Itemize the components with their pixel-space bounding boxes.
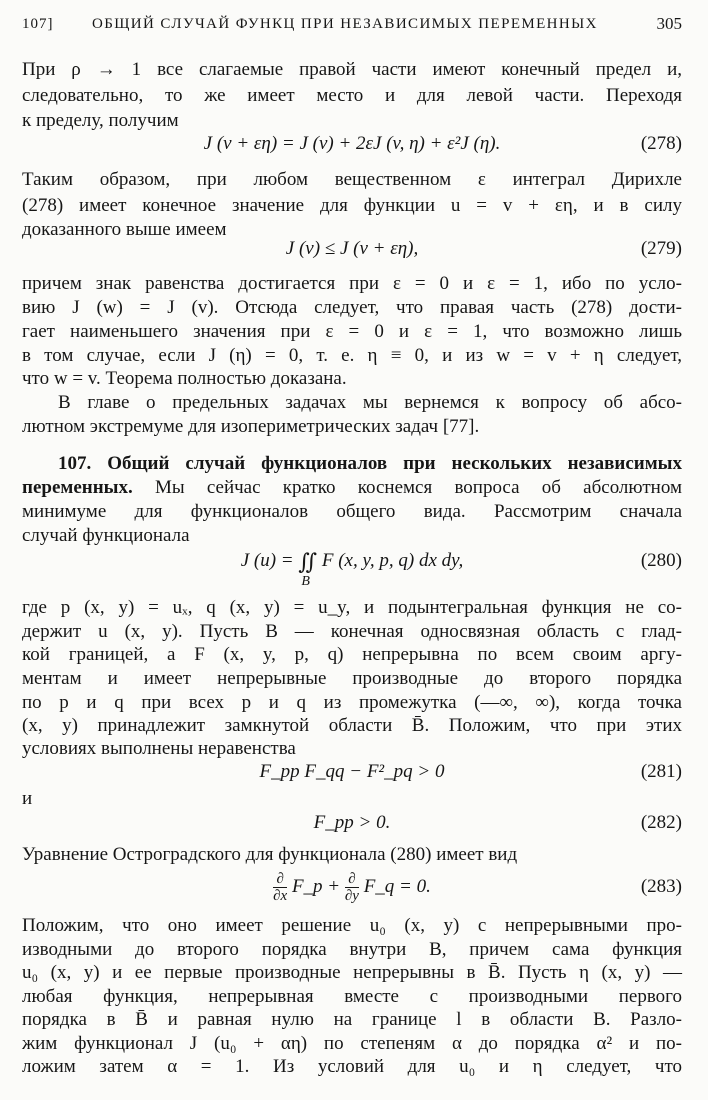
text-line: держит u (x, y). Пусть B — конечная односвязная область с глад- (22, 621, 682, 642)
text-line: в том случае, если J (η) = 0, т. е. η ≡ 0, и из w = v + η следует, (22, 345, 682, 366)
equation-283 (22, 863, 682, 911)
text-line: где p (x, y) = uₓ, q (x, y) = u_y, и подынтегральная функция не со- (22, 597, 682, 618)
equation-283-term2: F_q = 0. (363, 876, 431, 897)
text-line: гает наименьшего значения при ε = 0 и ε = 1, что возможно лишь (22, 321, 682, 342)
text-line: изводными до второго порядка внутри B, причем сама функция (22, 939, 682, 960)
partial-numerator: ∂ (273, 871, 287, 888)
equation-281-number: (281) (640, 761, 682, 782)
text-line: по p и q при всех p и q из промежутка (—∞, ∞), когда точка (22, 692, 682, 713)
running-header (22, 12, 682, 36)
text-line: Уравнение Остроградского для функционала (280) имеет вид (22, 844, 518, 865)
equation-282 (22, 808, 682, 838)
double-integral-glyph: ∬ (298, 548, 318, 574)
integral-domain: B (301, 573, 310, 589)
header-page-number: 305 (656, 14, 682, 33)
text-line: условиях выполнены неравенства (22, 738, 296, 759)
equation-278-number: (278) (640, 133, 682, 154)
equation-278 (22, 129, 682, 159)
header-section-number: 107] (22, 16, 54, 32)
section-heading-107: 107. Общий случай функционалов при нескольких независимых (58, 453, 682, 474)
partial-numerator: ∂ (345, 871, 359, 888)
header-running-title: ОБЩИЙ СЛУЧАЙ ФУНКЦ ПРИ НЕЗАВИСИМЫХ ПЕРЕМЕННЫХ (92, 16, 598, 32)
text-line: Мы сейчас кратко коснемся вопроса об абсолютном (154, 477, 682, 498)
partial-derivative-x (273, 871, 287, 904)
equation-281-body: F_pp F_qq − F²_pq > 0 (259, 761, 445, 782)
equation-279-number: (279) (640, 238, 682, 259)
equation-280 (22, 537, 682, 589)
equation-280-rhs: F (x, y, p, q) dx dy, (321, 550, 464, 571)
partial-denominator-y: ∂y (344, 888, 359, 905)
partial-denominator-x: ∂x (273, 888, 288, 905)
equation-280-lhs: J (u) = (240, 550, 294, 571)
text-line: При ρ → 1 все слагаемые правой части имеют конечный предел и, (22, 59, 682, 80)
equation-282-body: F_pp > 0. (313, 812, 391, 833)
text-line: u₀ (x, y) и ее первые производные непрерывны в B̄. Пусть η (x, y) — (22, 962, 682, 983)
text-line-with-heading (22, 476, 682, 500)
equation-282-number: (282) (640, 812, 682, 833)
text-line: любая функция, непрерывная вместе с производными первого (22, 986, 682, 1007)
text-line: Таким образом, при любом вещественном ε интеграл Дирихле (22, 169, 682, 190)
text-line: (x, y) принадлежит замкнутой области B̄. Положим, что при этих (22, 715, 682, 736)
text-line: и (22, 788, 33, 809)
text-line: ложим затем α = 1. Из условий для u₀ и η следует, что (22, 1056, 682, 1077)
text-line: доказанного выше имеем (22, 219, 227, 240)
partial-derivative-y (345, 871, 359, 904)
text-line: кой границей, а F (x, y, p, q) непрерывна по всем своим аргу- (22, 644, 682, 665)
text-line: В главе о предельных задачах мы вернемся к вопросу об абсо- (58, 392, 682, 413)
text-line: лютном экстремуме для изопериметрических задач [77]. (22, 416, 480, 437)
text-line: минимуме для функционалов общего вида. Рассмотрим сначала (22, 501, 682, 522)
text-line: ментам и имеет непрерывные производные до второго порядка (22, 668, 682, 689)
equation-279 (22, 234, 682, 264)
text-line: жим функционал J (u₀ + αη) по степеням α до порядка α² и по- (22, 1033, 682, 1054)
text-line: (278) имеет конечное значение для функции u = v + εη, и в силу (22, 195, 682, 216)
text-line: порядка в B̄ и равная нулю на границе l в области B. Разло- (22, 1009, 682, 1030)
text-line: следовательно, то же имеет место и для левой части. Переходя (22, 85, 682, 106)
equation-279-body: J (v) ≤ J (v + εη), (285, 238, 419, 259)
equation-283-number: (283) (640, 876, 682, 897)
equation-278-body: J (v + εη) = J (v) + 2εJ (v, η) + ε²J (η). (203, 133, 501, 154)
equation-283-term1: F_p + (291, 876, 341, 897)
equation-281 (22, 757, 682, 787)
equation-280-body (22, 537, 682, 589)
double-integral-sign (298, 548, 318, 589)
text-line: вию J (w) = J (v). Отсюда следует, что правая часть (278) дости- (22, 297, 682, 318)
text-line: Положим, что оно имеет решение u₀ (x, y) с непрерывными про- (22, 915, 682, 936)
text-line: причем знак равенства достигается при ε = 0 и ε = 1, ибо по усло- (22, 273, 682, 294)
equation-280-number: (280) (640, 550, 682, 571)
section-heading-107-continued: переменных. (22, 477, 133, 498)
text-line: случай функционала (22, 525, 190, 546)
text-line: что w = v. Теорема полностью доказана. (22, 368, 347, 389)
text-line: к пределу, получим (22, 110, 179, 131)
equation-283-body (22, 863, 682, 911)
